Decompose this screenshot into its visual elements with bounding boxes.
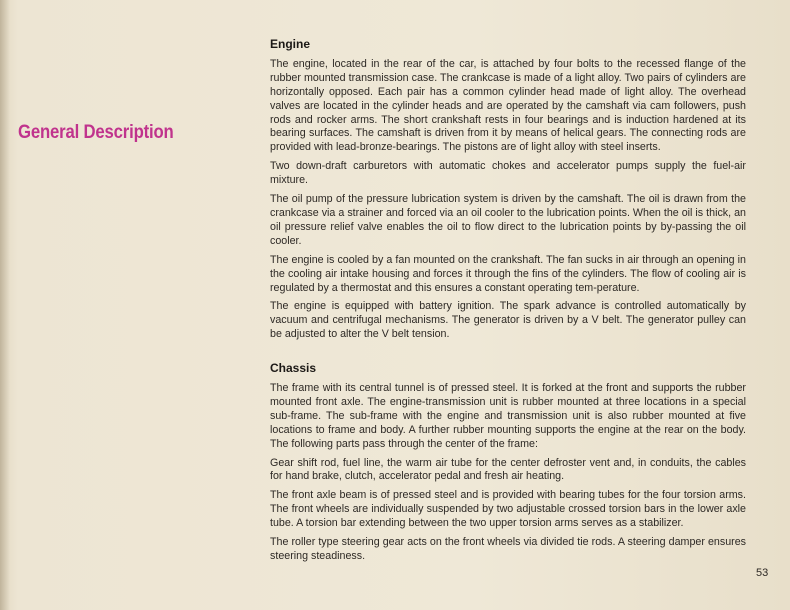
engine-paragraph: The engine is equipped with battery ignition. The spark advance is controlled automatically by vacuum and centrifugal mechanisms. The generator is driven by a V belt. The generator pulley can be adjusted to alter the V belt tension. <box>270 300 746 341</box>
chassis-paragraph: The frame with its central tunnel is of pressed steel. It is forked at the front and supports the rubber mounted front axle. The engine-transmission unit is rubber mounted at three locations in a special sub-frame. The sub-frame with the engine and transmission unit is also rubber mounted at five locations to frame and body. A further rubber mounting supports the engine at the rear on the body. The following parts pass through the center of the frame: <box>270 382 746 450</box>
body-text-column <box>270 38 746 569</box>
binding-shadow <box>0 0 10 610</box>
chassis-paragraph: The roller type steering gear acts on the front wheels via divided tie rods. A steering damper ensures steering steadiness. <box>270 536 746 562</box>
engine-heading: Engine <box>270 37 311 51</box>
chassis-paragraph: The front axle beam is of pressed steel and is provided with bearing tubes for the four torsion arms. The front wheels are individually suspended by two adjustable crossed torsion bars in the lower axle tube. A torsion bar extending between the two upper torsion arms serves as a stabilizer. <box>270 489 746 530</box>
engine-paragraph: The engine is cooled by a fan mounted on the crankshaft. The fan sucks in air through an opening in the cooling air intake housing and forces it through the fins of the cylinders. The flow of cooling air is regulated by a thermostat and this ensures a constant operating tem-perature. <box>270 253 746 294</box>
engine-paragraph: The engine, located in the rear of the car, is attached by four bolts to the recessed flange of the rubber mounted transmission case. The crankcase is made of a light alloy. Two pairs of cylinders are horizontally opposed. Each pair has a common cylinder head made of light alloy. The overhead valves are located in the cylinder heads and are operated by the camshaft via cam followers, push rods and rocker arms. The short crankshaft rests in four bearings and is induction hardened at its bearing surfaces. The camshaft is driven from it by means of helical gears. The connecting rods are provided with lead-bronze-bearings. The pistons are of light alloy with steel inserts. <box>270 57 746 154</box>
chassis-heading: Chassis <box>270 361 317 376</box>
engine-paragraph: Two down-draft carburetors with automatic chokes and accelerator pumps supply the fuel-air mixture. <box>270 160 746 187</box>
chassis-section <box>270 362 746 564</box>
section-title: General Description <box>18 122 174 143</box>
engine-paragraph: The oil pump of the pressure lubrication system is driven by the camshaft. The oil is drawn from the crankcase via a strainer and forced via an oil cooler to the lubrication points. When the oil is thick, an oil pressure relief valve enables the oil to flow direct to the lubrication points by by-passing the oil cooler. <box>270 193 746 247</box>
chassis-paragraph: Gear shift rod, fuel line, the warm air tube for the center defroster vent and, in conduits, the cables for hand brake, clutch, accelerator pedal and fresh air heating. <box>270 456 746 483</box>
engine-section <box>270 38 746 342</box>
section-spacer <box>270 347 746 362</box>
page-number: 53 <box>756 567 769 579</box>
